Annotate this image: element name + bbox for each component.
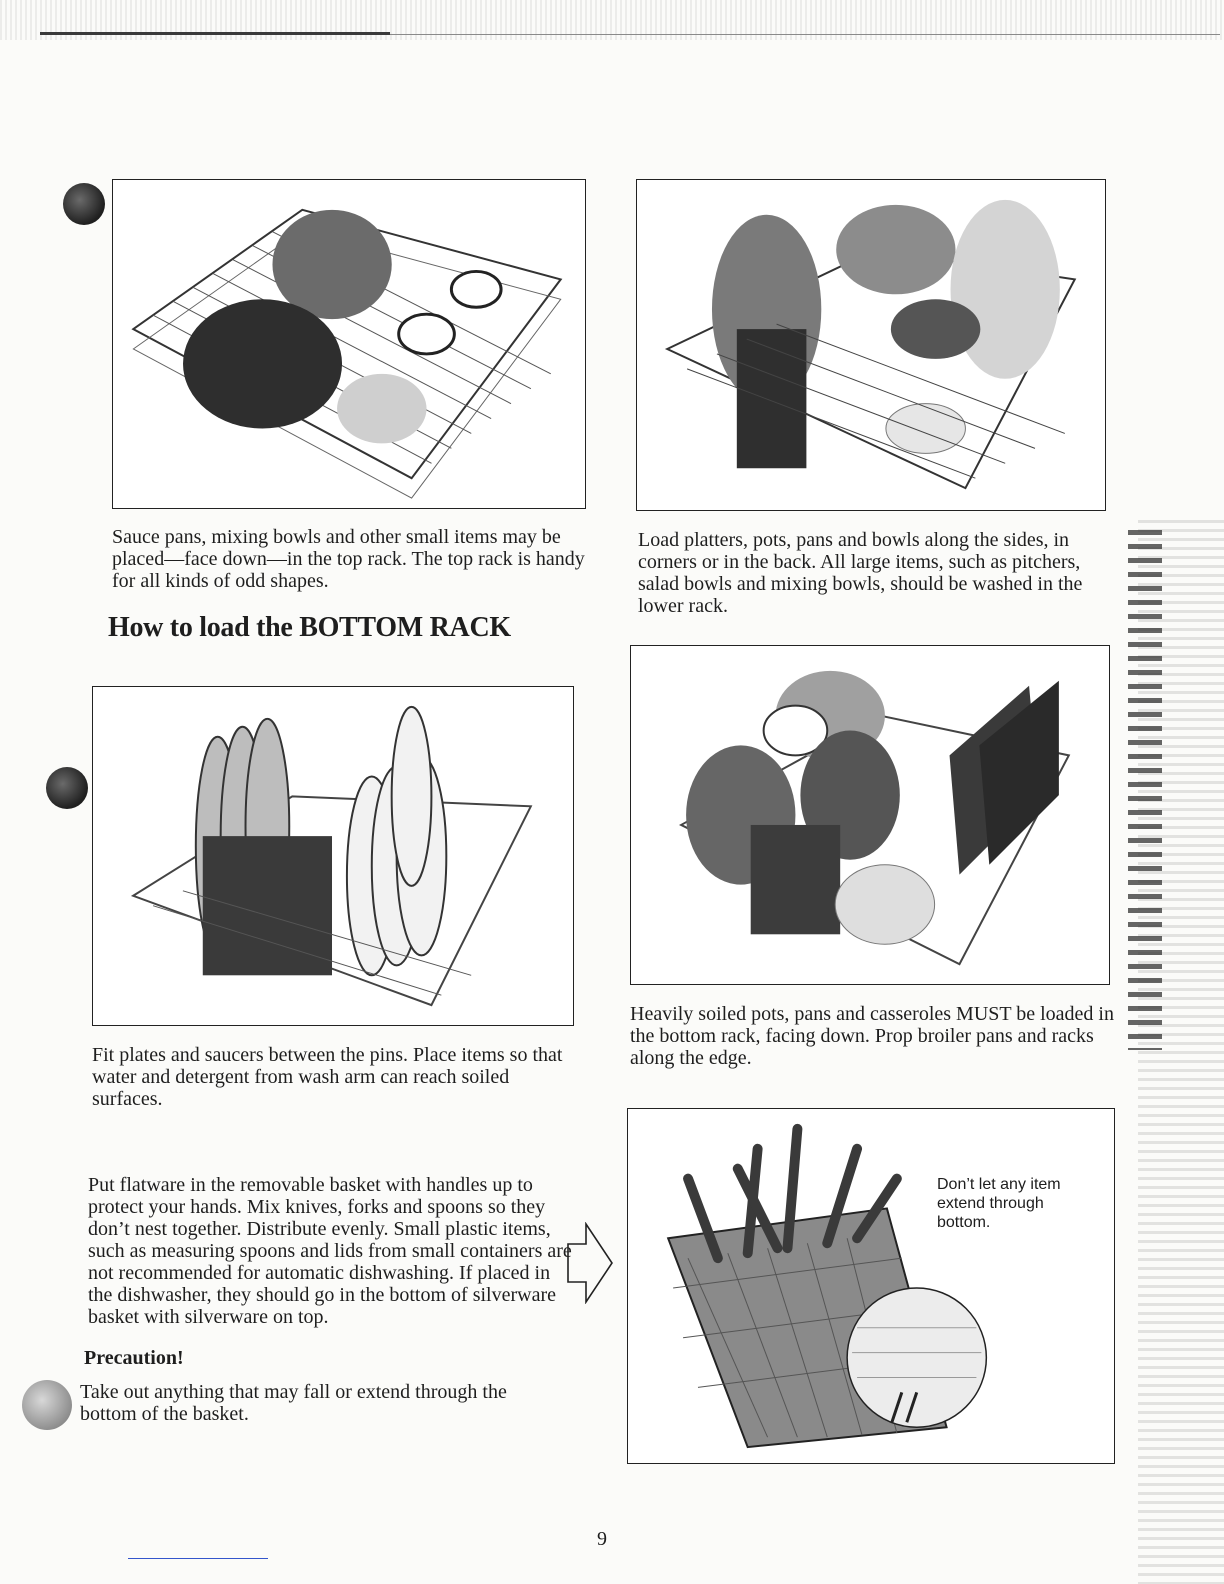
plates-illustration [92, 686, 574, 1026]
platters-drawing [637, 180, 1105, 510]
footer-line [128, 1558, 268, 1559]
pots-drawing [631, 646, 1109, 984]
page-number: 9 [597, 1528, 607, 1550]
precaution-text: Take out anything that may fall or extend through the bottom of the basket. [80, 1381, 507, 1425]
bullet-dot-top [63, 183, 105, 225]
callout-text: Don’t let any item extend through bottom. [937, 1176, 1061, 1231]
scan-line [40, 32, 390, 35]
top-rack-drawing [113, 180, 585, 508]
plates-drawing [93, 687, 573, 1025]
caption-platters: Load platters, pots, pans and bowls along the sides, in corners or in the back. All large items, such as pitchers, salad bowls and mixing bowls, should be washed in the lower rack. [638, 529, 1083, 617]
silverware-basket-illustration [627, 1108, 1115, 1464]
scan-line-thin [390, 34, 1220, 35]
bullet-dot-bottom [46, 767, 88, 809]
caption-pots: Heavily soiled pots, pans and casseroles MUST be loaded in the bottom rack, facing down. Prop broiler pans and racks along the edge. [630, 1003, 1114, 1069]
caption-top-rack: Sauce pans, mixing bowls and other small items may be placed—face down—in the top rack. The top rack is handy for all kinds of odd shapes. [112, 526, 585, 592]
pots-illustration [630, 645, 1110, 985]
bullet-dot-precaution [22, 1380, 72, 1430]
caption-plates: Fit plates and saucers between the pins. Place items so that water and detergent from wash arm can reach soiled surfaces. [92, 1044, 563, 1110]
scan-marks-right [1128, 530, 1162, 1050]
section-heading: How to load the BOTTOM RACK [108, 612, 511, 643]
precaution-title: Precaution! [84, 1347, 184, 1369]
silverware-basket-drawing [628, 1109, 1114, 1463]
arrow-right-icon [566, 1222, 616, 1304]
top-rack-illustration [112, 179, 586, 509]
platters-illustration [636, 179, 1106, 511]
flatware-paragraph: Put flatware in the removable basket with handles up to protect your hands. Mix knives, forks and spoons so they don’t nest together. Distribute evenly. Small plastic items, such as measuring spoons and lids from small containers are not recommended for automatic dishwashing. If placed in the dishwasher, they should go in the bottom of silverware basket with silverware on top. [88, 1174, 572, 1328]
